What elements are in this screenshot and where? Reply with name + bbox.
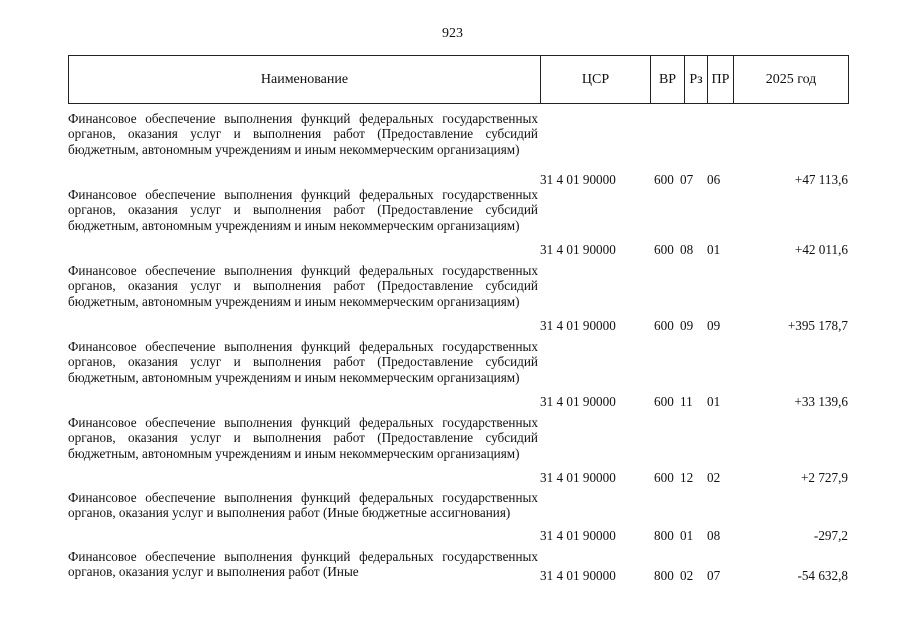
row-csr: 31 4 01 90000: [540, 469, 616, 485]
table-row: [0, 339, 905, 409]
row-rz: 01: [680, 527, 694, 543]
row-amount: +42 011,6: [794, 241, 848, 257]
row-vr: 800: [654, 527, 674, 543]
header-rz: Рз: [685, 56, 708, 103]
row-amount: +47 113,6: [794, 171, 848, 187]
row-csr: 31 4 01 90000: [540, 567, 616, 583]
header-csr: ЦСР: [541, 56, 651, 103]
row-rz: 02: [680, 567, 694, 583]
header-name: Наименование: [69, 56, 541, 103]
page-number: 923: [442, 26, 463, 41]
row-name: Финансовое обеспечение выполнения функций федеральных государственных органов, оказания услуг и выполнения работ (Иные бюджетные ассигнования): [68, 490, 538, 521]
row-rz: 11: [680, 393, 693, 409]
row-vr: 600: [654, 241, 674, 257]
row-vr: 600: [654, 393, 674, 409]
row-pr: 02: [707, 469, 721, 485]
row-amount: +33 139,6: [794, 393, 848, 409]
row-name: Финансовое обеспечение выполнения функций федеральных государственных органов, оказания услуг и выполнения работ (Предоставление субсидий бюджетным, автономным учреждениям и иным некоммерческим организациям): [68, 111, 538, 157]
row-amount: +395 178,7: [787, 317, 848, 333]
row-rz: 08: [680, 241, 694, 257]
row-vr: 600: [654, 317, 674, 333]
row-pr: 01: [707, 393, 721, 409]
header-pr: ПР: [708, 56, 734, 103]
row-csr: 31 4 01 90000: [540, 527, 616, 543]
row-pr: 07: [707, 567, 721, 583]
row-name: Финансовое обеспечение выполнения функций федеральных государственных органов, оказания услуг и выполнения работ (Предоставление субсидий бюджетным, автономным учреждениям и иным некоммерческим организациям): [68, 263, 538, 309]
row-name: Финансовое обеспечение выполнения функций федеральных государственных органов, оказания услуг и выполнения работ (Предоставление субсидий бюджетным, автономным учреждениям и иным некоммерческим организациям): [68, 415, 538, 461]
table-row: [0, 263, 905, 333]
row-pr: 09: [707, 317, 721, 333]
row-csr: 31 4 01 90000: [540, 317, 616, 333]
row-pr: 06: [707, 171, 721, 187]
row-name: Финансовое обеспечение выполнения функций федеральных государственных органов, оказания услуг и выполнения работ (Иные: [68, 549, 538, 580]
row-pr: 01: [707, 241, 721, 257]
table-row: [0, 549, 905, 583]
row-csr: 31 4 01 90000: [540, 393, 616, 409]
row-amount: -54 632,8: [797, 567, 848, 583]
row-rz: 07: [680, 171, 694, 187]
row-csr: 31 4 01 90000: [540, 171, 616, 187]
row-rz: 12: [680, 469, 694, 485]
row-pr: 08: [707, 527, 721, 543]
row-amount: +2 727,9: [801, 469, 848, 485]
header-vr: ВР: [651, 56, 685, 103]
table-header: [68, 55, 849, 104]
table-row: [0, 187, 905, 257]
row-vr: 600: [654, 171, 674, 187]
row-csr: 31 4 01 90000: [540, 241, 616, 257]
row-name: Финансовое обеспечение выполнения функций федеральных государственных органов, оказания услуг и выполнения работ (Предоставление субсидий бюджетным, автономным учреждениям и иным некоммерческим организациям): [68, 339, 538, 385]
row-name: Финансовое обеспечение выполнения функций федеральных государственных органов, оказания услуг и выполнения работ (Предоставление субсидий бюджетным, автономным учреждениям и иным некоммерческим организациям): [68, 187, 538, 233]
table-row: [0, 490, 905, 543]
row-rz: 09: [680, 317, 694, 333]
header-year: 2025 год: [765, 71, 817, 87]
table-row: [0, 111, 905, 187]
table-row: [0, 415, 905, 485]
row-amount: -297,2: [813, 527, 848, 543]
row-vr: 600: [654, 469, 674, 485]
row-vr: 800: [654, 567, 674, 583]
